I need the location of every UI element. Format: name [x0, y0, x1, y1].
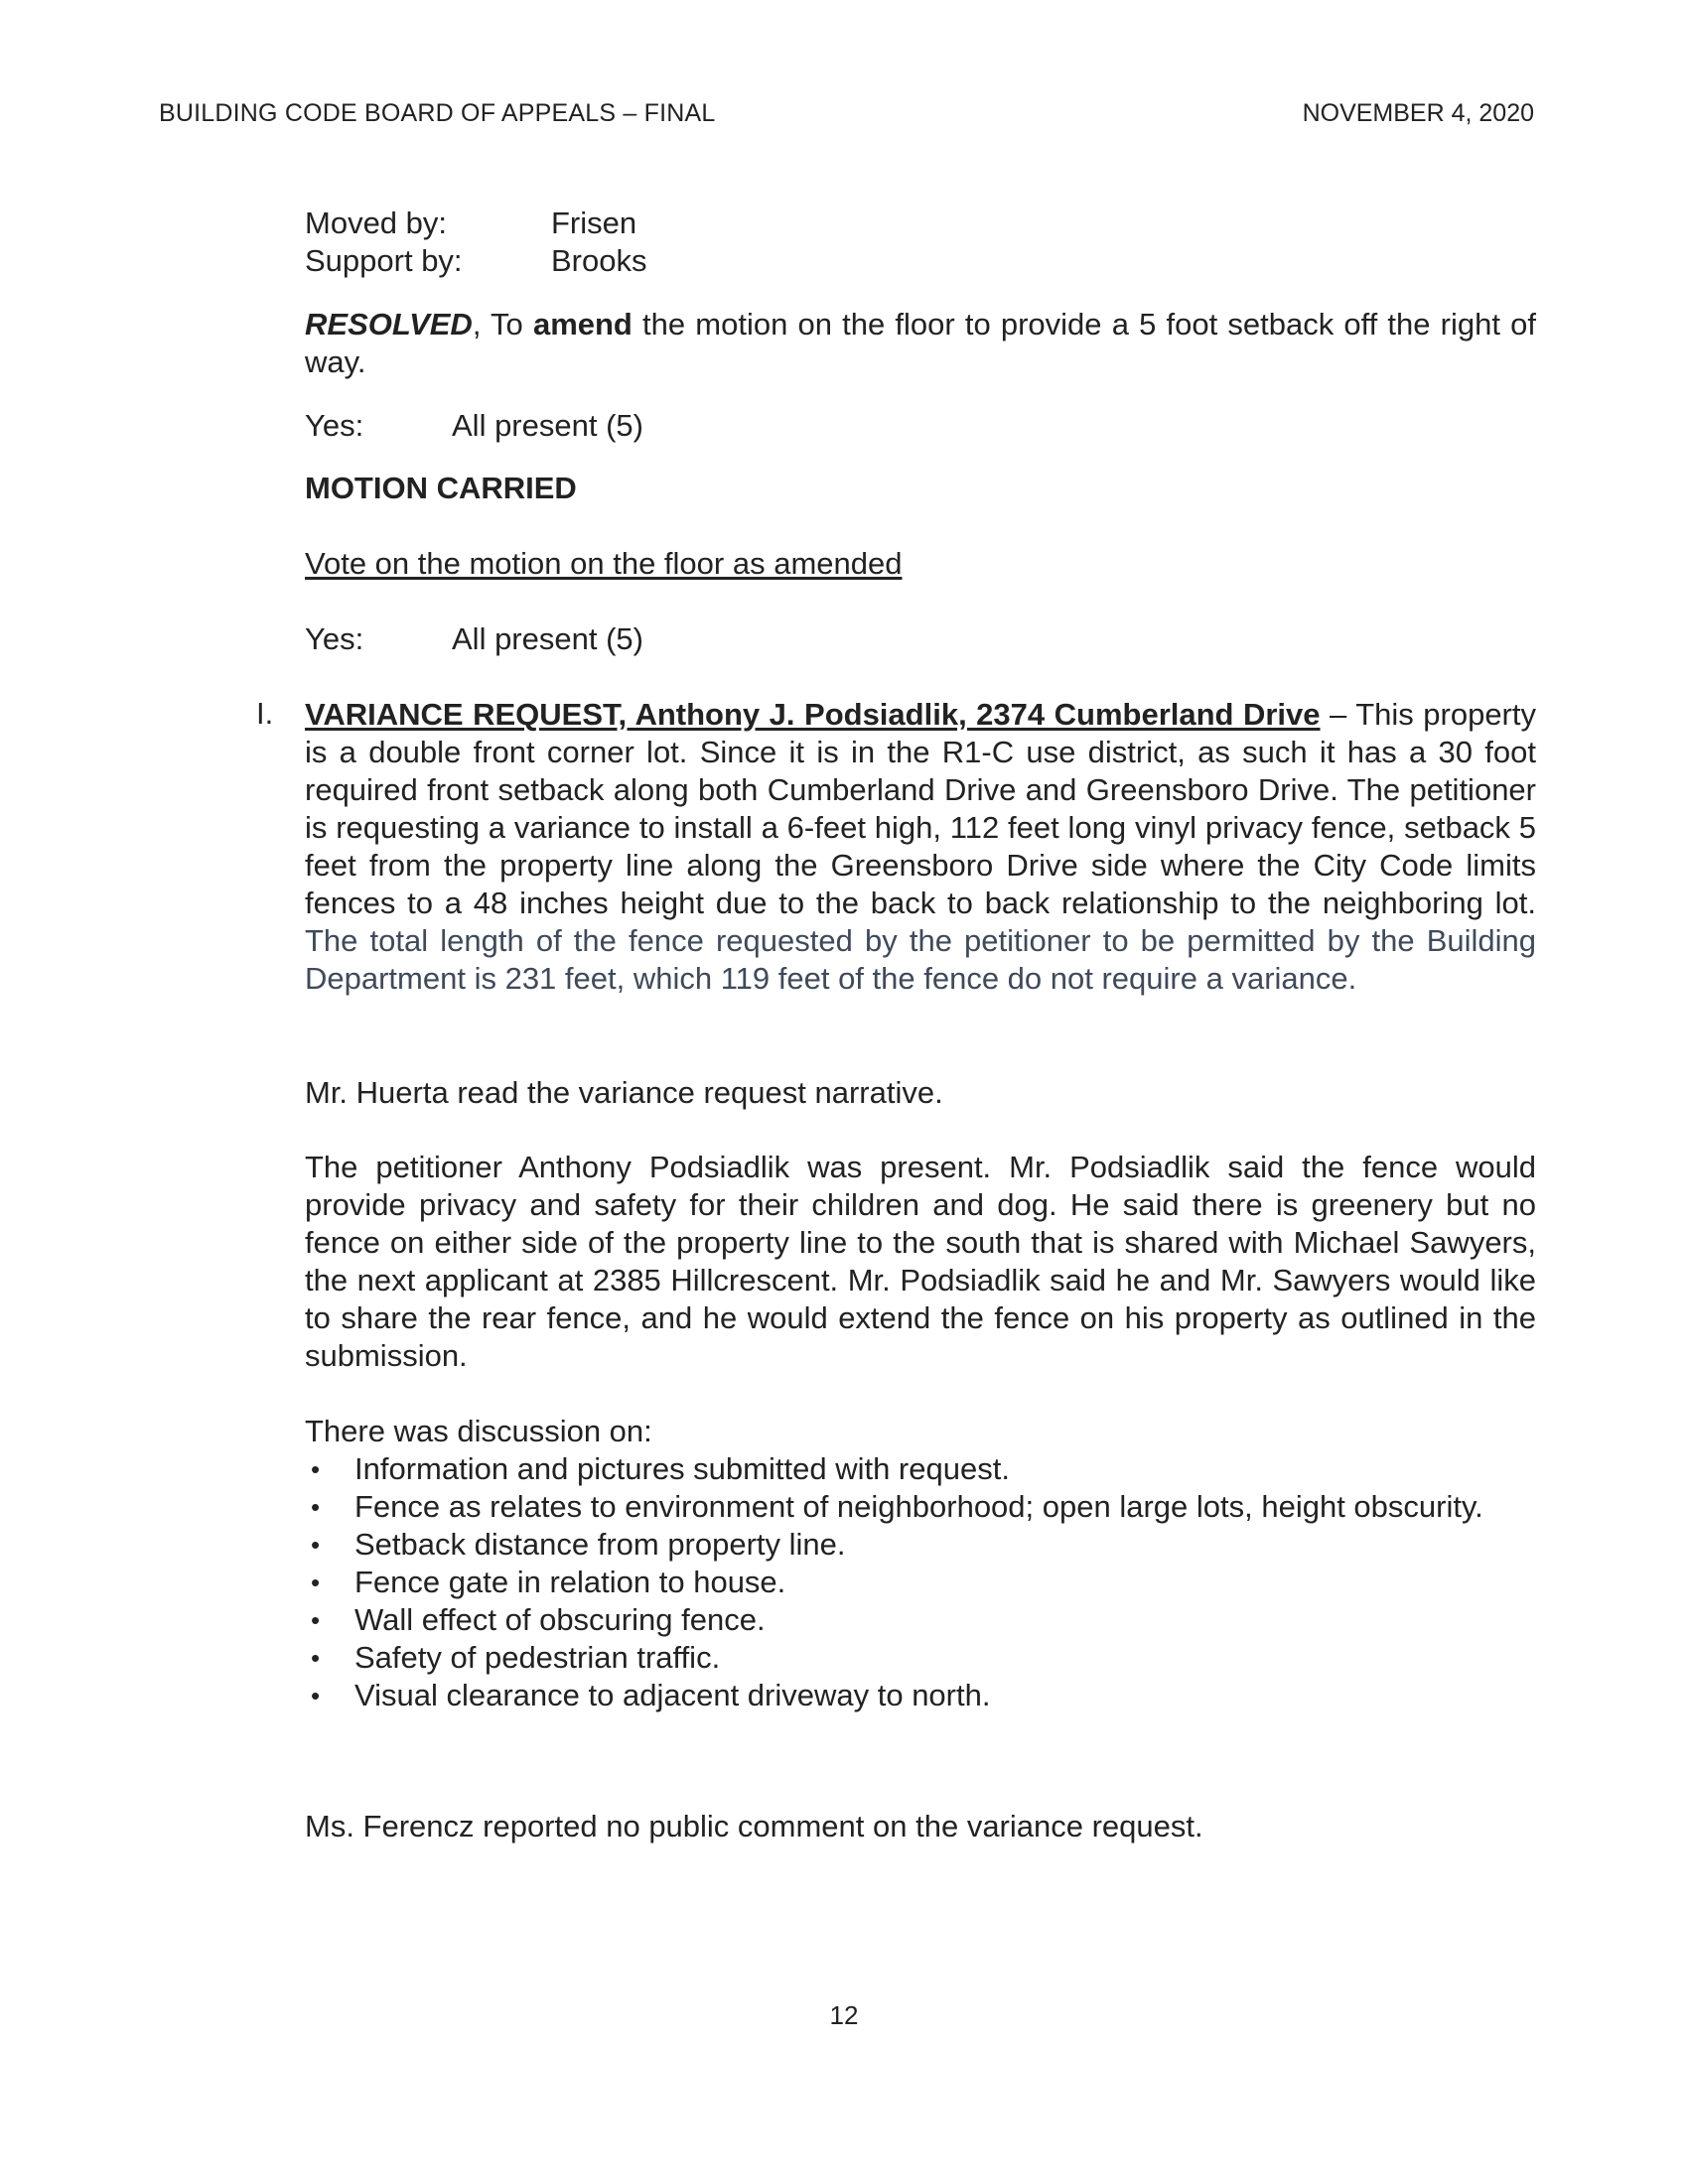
document-header-title: BUILDING CODE BOARD OF APPEALS – FINAL [159, 99, 716, 127]
yes-label-amended: Yes: [305, 621, 364, 656]
support-by-value: Brooks [551, 243, 647, 278]
list-item: • Fence gate in relation to house. [305, 1564, 1536, 1601]
item-numeral: I. [256, 696, 274, 731]
list-item: • Wall effect of obscuring fence. [305, 1601, 1536, 1639]
amend-vote-row [305, 407, 1536, 445]
ferencz-paragraph: Ms. Ferencz reported no public comment on the variance request. [305, 1809, 1203, 1843]
variance-request-length-note: The total length of the fence requested by the petitioner to be permitted by the Building Department is 231 feet, which 119 feet of the fence do not require a variance. [305, 923, 1536, 996]
resolved-paragraph [305, 306, 1536, 381]
variance-request-paragraph [305, 696, 1536, 998]
discussion-section [305, 1413, 1536, 1714]
variance-request-text: – This property is a double front corner lot. Since it is in the R1-C use district, as such it has a 30 foot required front setback along both Cumberland Drive and Greensboro Drive. The petitioner is requesting a variance to install a 6-feet high, 112 feet long vinyl privacy fence, setback 5 feet from the property line along the Greensboro Drive side where the City Code limits fences to a 48 inches height due to the back to back relationship to the neighboring lot. [305, 697, 1536, 920]
document-header-date: NOVEMBER 4, 2020 [1302, 99, 1534, 127]
motion-movers [305, 205, 1536, 280]
support-by-label: Support by: [305, 243, 463, 278]
amend-word: amend [532, 307, 633, 341]
petitioner-paragraph: The petitioner Anthony Podsiadlik was present. Mr. Podsiadlik said the fence would provide privacy and safety for their children and dog. He said there is greenery but no fence on either side of the property line to the south that is shared with Michael Sawyers, the next applicant at 2385 Hillcrescent. Mr. Podsiadlik said he and Mr. Sawyers would like to share the rear fence, and he would extend the fence on his property as outlined in the submission. [305, 1150, 1536, 1373]
list-item: • Visual clearance to adjacent driveway to north. [305, 1677, 1536, 1714]
moved-by-value: Frisen [551, 205, 637, 240]
motion-carried: MOTION CARRIED [305, 471, 577, 505]
list-item: • Information and pictures submitted with request. [305, 1450, 1536, 1488]
yes-value-amended: All present (5) [452, 621, 643, 656]
resolved-word: RESOLVED [305, 307, 473, 341]
resolved-text: the motion on the floor to provide a 5 foot setback off the right of way. [305, 307, 1536, 379]
variance-request-title: VARIANCE REQUEST, Anthony J. Podsiadlik, 2374 Cumberland Drive [305, 697, 1321, 732]
moved-by-label: Moved by: [305, 205, 448, 240]
discussion-list [305, 1450, 1536, 1714]
page-number: 12 [829, 2000, 859, 2030]
list-item: • Safety of pedestrian traffic. [305, 1639, 1536, 1677]
yes-label: Yes: [305, 408, 364, 443]
discussion-intro: There was discussion on: [305, 1414, 652, 1448]
list-item: • Fence as relates to environment of neighborhood; open large lots, height obscurity. [305, 1488, 1536, 1526]
list-item: • Setback distance from property line. [305, 1526, 1536, 1564]
huerta-paragraph: Mr. Huerta read the variance request narrative. [305, 1075, 943, 1110]
yes-value: All present (5) [452, 408, 643, 443]
resolved-connector: , To [472, 307, 533, 341]
amended-vote-row [305, 620, 1536, 658]
vote-amended-heading: Vote on the motion on the floor as amended [305, 546, 903, 581]
